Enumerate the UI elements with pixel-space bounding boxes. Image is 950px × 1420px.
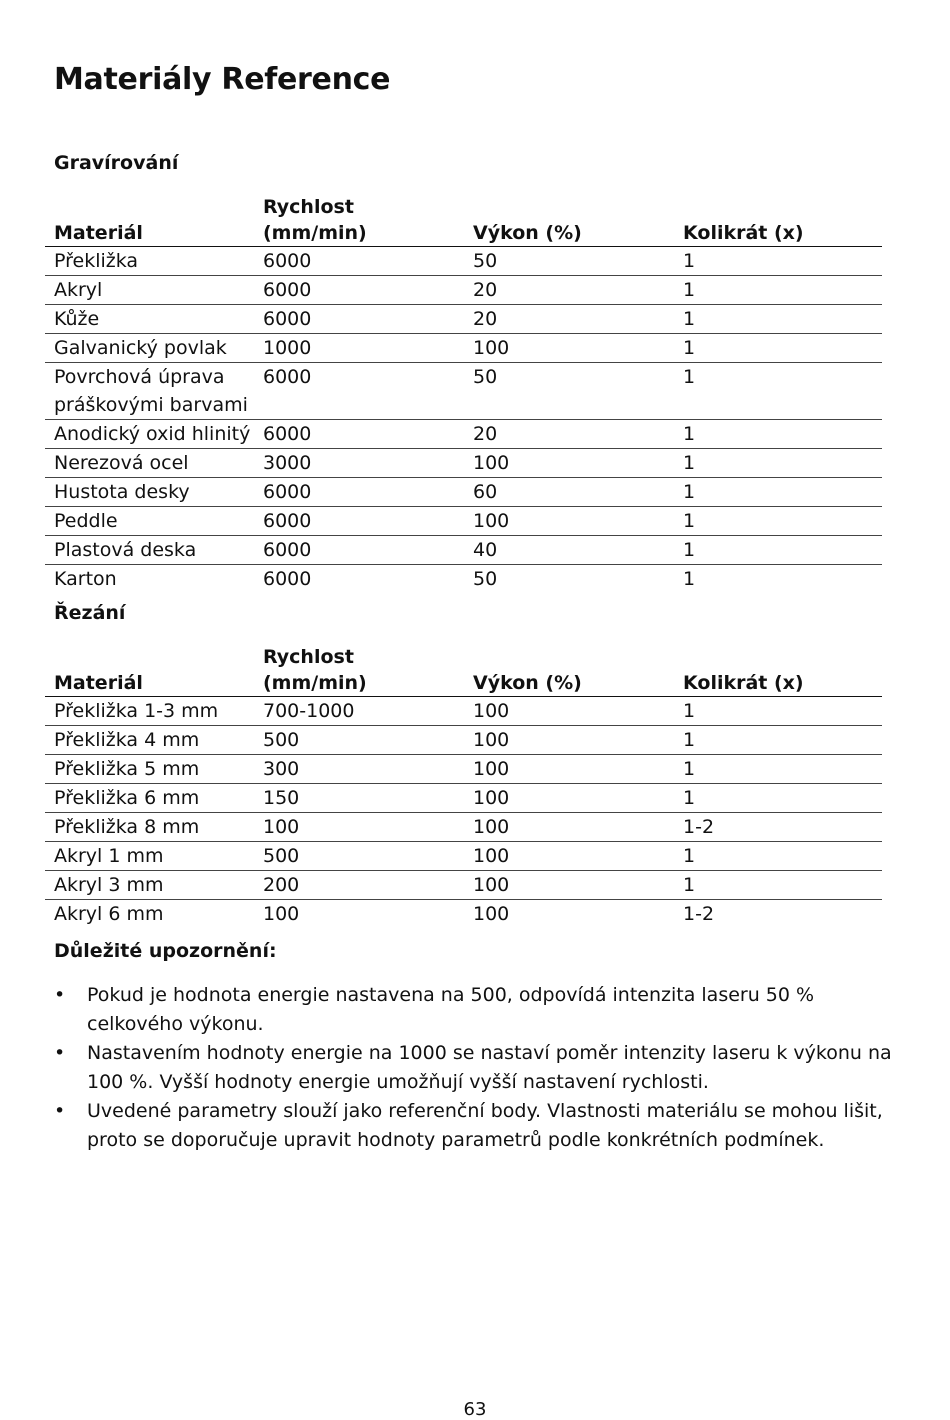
- table-cell: 200: [254, 871, 464, 900]
- table-cell: 20: [464, 420, 674, 449]
- table-cell: 1: [674, 697, 882, 726]
- list-item: [54, 1097, 894, 1155]
- table-cell: 100: [263, 903, 300, 925]
- table-cell: 50: [464, 363, 674, 420]
- table-row: [45, 536, 882, 565]
- table-row: [45, 755, 882, 784]
- table-cell: 100: [464, 842, 674, 871]
- cutting-header-row: [45, 644, 882, 697]
- table-cell: Překližka 6 mm: [45, 784, 254, 813]
- table-row: [45, 363, 882, 420]
- column-header: Výkon (%): [464, 194, 674, 247]
- bullet-icon: •: [54, 1042, 66, 1064]
- table-row: [45, 334, 882, 363]
- table-cell: 1: [674, 276, 882, 305]
- column-header: Rychlost (mm/min): [254, 644, 464, 697]
- table-cell: 1-2: [674, 813, 882, 842]
- list-item-text: Uvedené parametry slouží jako referenční body. Vlastnosti materiálu se mohou lišit, proto se doporučuje upravit hodnoty parametrů podle konkrétních podmínek.: [87, 1100, 883, 1151]
- table-row: [45, 871, 882, 900]
- table-cell: 1: [674, 305, 882, 334]
- engraving-header-row: [45, 194, 882, 247]
- table-cell: 1: [674, 507, 882, 536]
- table-cell: 1: [674, 420, 882, 449]
- table-cell: 1: [674, 871, 882, 900]
- bullet-icon: •: [54, 984, 66, 1006]
- table-cell: 50: [464, 247, 674, 276]
- table-cell: 6000: [254, 507, 464, 536]
- table-cell: 50: [473, 568, 498, 590]
- cutting-table-body: [45, 697, 882, 929]
- table-cell: 100: [254, 813, 464, 842]
- table-cell: 100: [464, 813, 674, 842]
- table-cell: 1: [674, 536, 882, 565]
- notice-list: [54, 981, 894, 1155]
- list-item: [54, 981, 894, 1039]
- table-cell: 1: [674, 755, 882, 784]
- table-row: [45, 420, 882, 449]
- table-row: [45, 507, 882, 536]
- engraving-table-body: [45, 247, 882, 594]
- table-row: [45, 276, 882, 305]
- table-row: [45, 478, 882, 507]
- table-cell: 1: [674, 784, 882, 813]
- table-cell: 1: [674, 726, 882, 755]
- table-row: [45, 449, 882, 478]
- table-cell: 6000: [254, 247, 464, 276]
- engraving-table: [45, 194, 882, 593]
- table-row: [45, 305, 882, 334]
- table-row: [45, 784, 882, 813]
- table-cell: 6000: [254, 363, 464, 420]
- column-header: Kolikrát (x): [674, 194, 882, 247]
- table-cell: 500: [254, 842, 464, 871]
- table-row: [45, 247, 882, 276]
- table-cell: Anodický oxid hlinitý: [45, 420, 254, 449]
- table-cell: 1: [674, 334, 882, 363]
- table-cell: 6000: [254, 478, 464, 507]
- table-cell: Akryl 3 mm: [45, 871, 254, 900]
- cutting-heading: Řezání: [54, 602, 126, 624]
- table-cell: Akryl 1 mm: [45, 842, 254, 871]
- column-header: Materiál: [45, 644, 254, 697]
- table-cell: 6000: [254, 276, 464, 305]
- table-cell: 40: [464, 536, 674, 565]
- table-cell: Akryl: [45, 276, 254, 305]
- table-cell: 6000: [254, 420, 464, 449]
- table-cell: 100: [464, 507, 674, 536]
- table-cell: 100: [464, 726, 674, 755]
- table-cell: 100: [464, 784, 674, 813]
- column-header: Výkon (%): [464, 644, 674, 697]
- table-cell: Akryl 6 mm: [54, 903, 164, 925]
- table-cell: 150: [254, 784, 464, 813]
- notice-heading: Důležité upozornění:: [54, 940, 277, 962]
- table-cell: 1: [683, 568, 696, 590]
- table-cell: 20: [464, 276, 674, 305]
- list-item-text: Nastavením hodnoty energie na 1000 se nastaví poměr intenzity laseru k výkonu na 100 %. Vyšší hodnoty energie umožňují vyšší nastavení rychlosti.: [87, 1042, 892, 1093]
- table-cell: 3000: [254, 449, 464, 478]
- list-item-text: Pokud je hodnota energie nastavena na 500, odpovídá intenzita laseru 50 % celkového výkonu.: [87, 984, 815, 1035]
- table-cell: 100: [464, 755, 674, 784]
- table-cell: 300: [254, 755, 464, 784]
- table-cell: 1: [674, 449, 882, 478]
- table-cell: 1: [674, 247, 882, 276]
- table-cell: 20: [464, 305, 674, 334]
- table-cell: Hustota desky: [45, 478, 254, 507]
- cutting-table: [45, 644, 882, 928]
- table-cell: 100: [464, 697, 674, 726]
- table-cell: 1: [674, 363, 882, 420]
- table-cell: 500: [254, 726, 464, 755]
- table-row: [45, 697, 882, 726]
- list-item: [54, 1039, 894, 1097]
- engraving-heading: Gravírování: [54, 152, 179, 174]
- table-cell: Překližka 8 mm: [45, 813, 254, 842]
- table-cell: 100: [464, 871, 674, 900]
- table-row: [45, 813, 882, 842]
- table-cell: Překližka 4 mm: [45, 726, 254, 755]
- table-cell: Povrchová úprava práškovými barvami: [45, 363, 254, 420]
- table-cell: 700-1000: [254, 697, 464, 726]
- table-cell: 1-2: [683, 903, 715, 925]
- page-title: Materiály Reference: [54, 62, 391, 97]
- bullet-icon: •: [54, 1100, 66, 1122]
- table-cell: 100: [464, 334, 674, 363]
- table-cell: 6000: [254, 305, 464, 334]
- column-header: Materiál: [45, 194, 254, 247]
- page-number: 63: [463, 1399, 487, 1420]
- table-cell: Překližka 5 mm: [45, 755, 254, 784]
- table-cell: Peddle: [45, 507, 254, 536]
- table-cell: 100: [473, 903, 510, 925]
- column-header: Kolikrát (x): [674, 644, 882, 697]
- table-cell: Galvanický povlak: [45, 334, 254, 363]
- table-cell: Karton: [54, 568, 117, 590]
- column-header: Rychlost (mm/min): [254, 194, 464, 247]
- table-cell: 1: [674, 478, 882, 507]
- table-cell: 60: [464, 478, 674, 507]
- table-cell: 6000: [254, 536, 464, 565]
- table-cell: Nerezová ocel: [45, 449, 254, 478]
- table-cell: Kůže: [45, 305, 254, 334]
- table-cell: 1000: [254, 334, 464, 363]
- table-cell: Překližka: [45, 247, 254, 276]
- table-row: [45, 900, 882, 929]
- table-row: [45, 842, 882, 871]
- table-row: [45, 565, 882, 594]
- table-cell: 1: [674, 842, 882, 871]
- table-row: [45, 726, 882, 755]
- table-cell: 100: [464, 449, 674, 478]
- table-cell: Překližka 1-3 mm: [45, 697, 254, 726]
- table-cell: 6000: [263, 568, 312, 590]
- table-cell: Plastová deska: [45, 536, 254, 565]
